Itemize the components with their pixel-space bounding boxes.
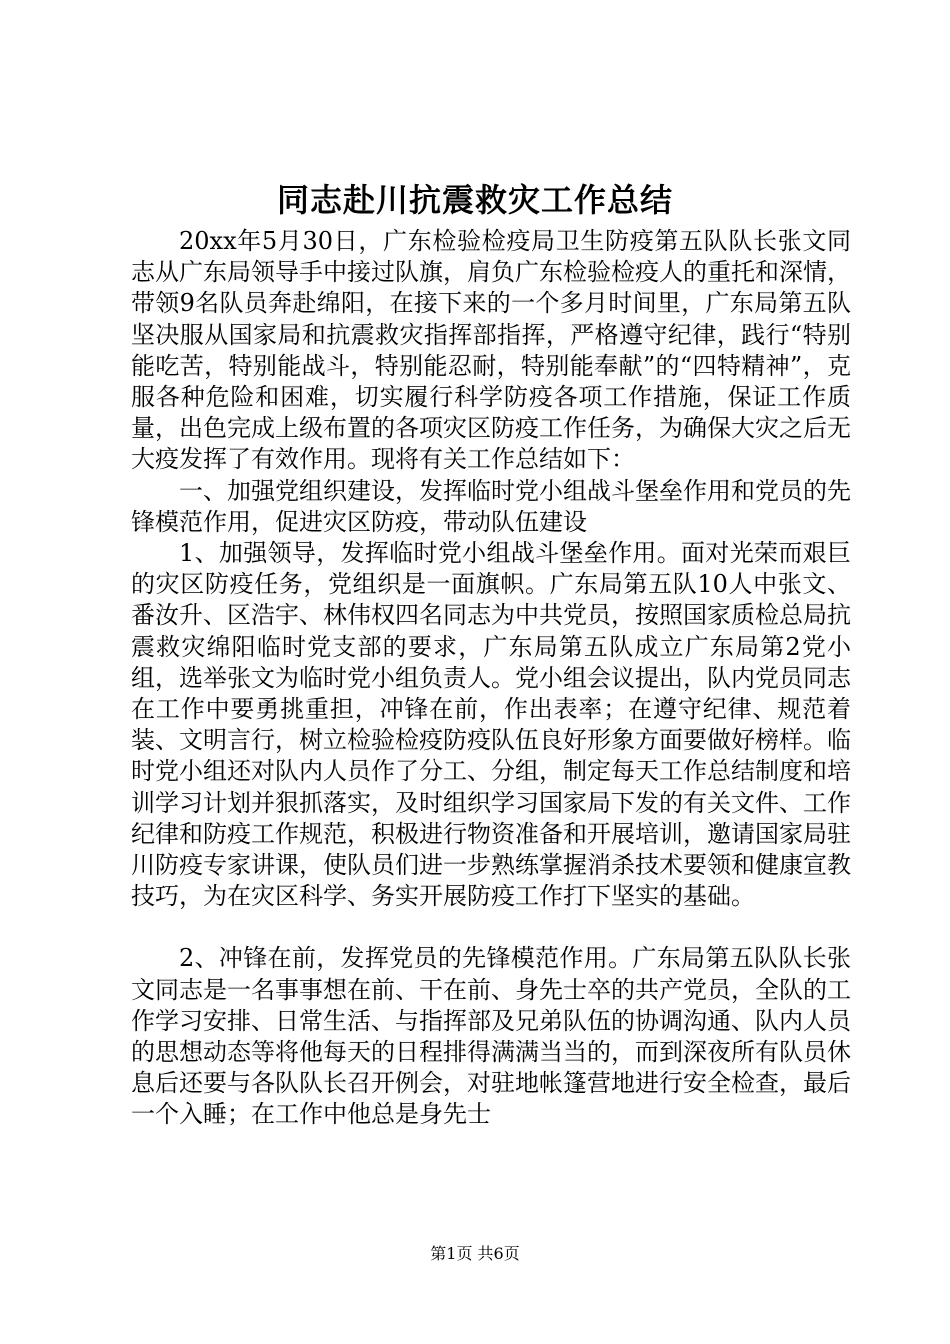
intro-paragraph: 20xx年5月30日，广东检验检疫局卫生防疫第五队队长张文同志从广东局领导手中接过队旗，肩负广东检验检疫人的重托和深情，带领9名队员奔赴绵阳，在接下来的一个多月时间里，广东局第五队坚决服从国家局和抗震救灾指挥部指挥，严格遵守纪律，践行“特别能吃苦，特别能战斗，特别能忍耐，特别能奉献”的“四特精神”，克服各种危险和困难，切实履行科学防疫各项工作措施，保证工作质量，出色完成上级布置的各项灾区防疫工作任务，为确保大灾之后无大疫发挥了有效作用。现将有关工作总结如下： — [131, 227, 851, 474]
section-heading-1: 一、加强党组织建设，发挥临时党小组战斗堡垒作用和党员的先锋模范作用，促进灾区防疫，带动队伍建设 — [131, 476, 851, 536]
page-footer: 第1页 共6页 — [430, 1244, 520, 1263]
paragraph-spacer — [131, 912, 851, 943]
body-paragraph-1: 1、加强领导，发挥临时党小组战斗堡垒作用。面对光荣而艰巨的灾区防疫任务，党组织是一面旗帜。广东局第五队10人中张文、番汝升、区浩宇、林伟权四名同志为中共党员，按照国家质检总局抗震救灾绵阳临时党支部的要求，广东局第五队成立广东局第2党小组，选举张文为临时党小组负责人。党小组会议提出，队内党员同志在工作中要勇挑重担，冲锋在前，作出表率；在遵守纪律、规范着装、文明言行，树立检验检疫防疫队伍良好形象方面要做好榜样。临时党小组还对队内人员作了分工、分组，制定每天工作总结制度和培训学习计划并狠抓落实，及时组织学习国家局下发的有关文件、工作纪律和防疫工作规范，积极进行物资准备和开展培训，邀请国家局驻川防疫专家讲课，使队员们进一步熟练掌握消杀技术要领和健康宣教技巧，为在灾区科学、务实开展防疫工作打下坚实的基础。 — [131, 539, 851, 911]
document-title: 同志赴川抗震救灾工作总结 — [276, 181, 673, 219]
body-paragraph-2: 2、冲锋在前，发挥党员的先锋模范作用。广东局第五队队长张文同志是一名事事想在前、干在前、身先士卒的共产党员，全队的工作学习安排、日常生活、与指挥部及兄弟队伍的协调沟通、队内人员的思想动态等将他每天的日程排得满满当当的，而到深夜所有队员休息后还要与各队队长召开例会，对驻地帐篷营地进行安全检查，最后一个入睡；在工作中他总是身先士 — [131, 944, 851, 1129]
document-body — [131, 226, 851, 1131]
